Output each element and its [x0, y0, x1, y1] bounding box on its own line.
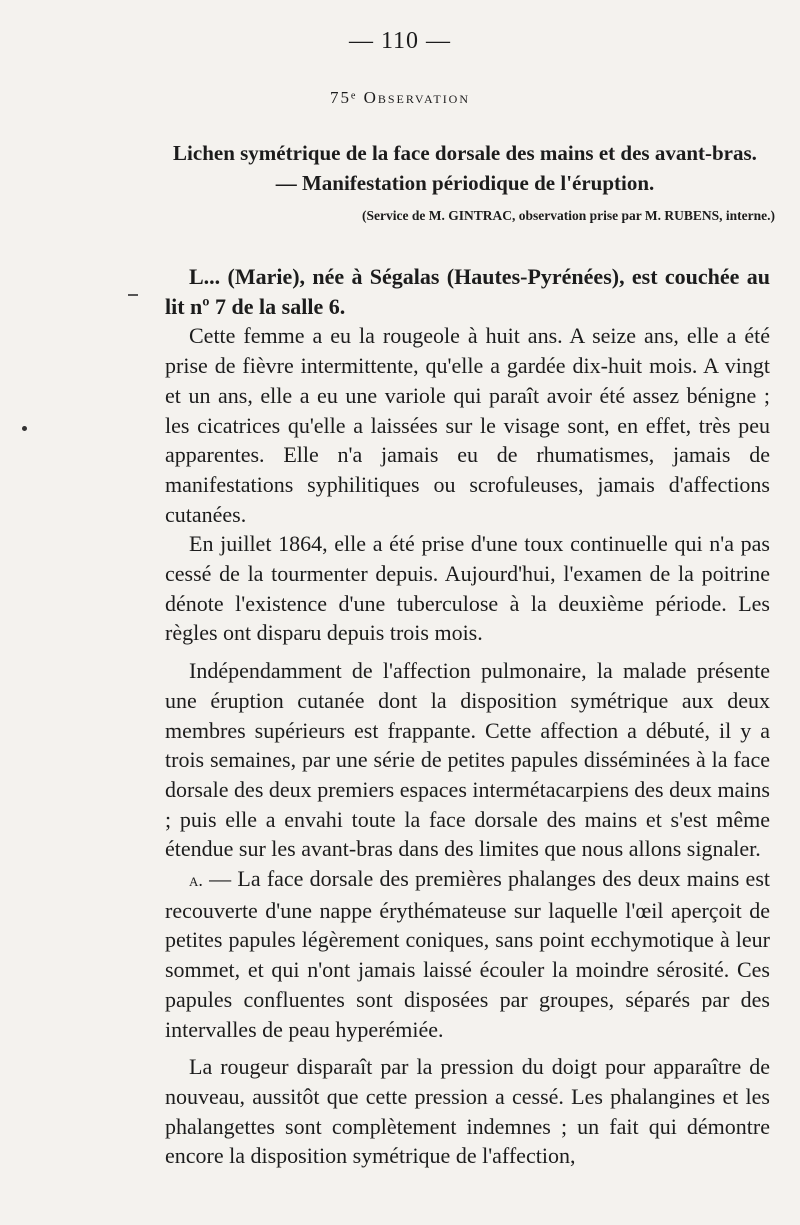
service-note: (Service de M. GINTRAC, observation prise par M. RUBENS, interne.) — [362, 208, 775, 223]
title-line-2: — Manifestation périodique de l'éruption. — [275, 171, 655, 195]
page-number: — 110 — — [348, 28, 452, 54]
observation-heading: 75ᵉ Observation — [329, 88, 471, 107]
paragraph-5 — [165, 864, 770, 1044]
paragraph-3: En juillet 1864, elle a été prise d'une toux continuelle qui n'a pas cessé de la tourmenter depuis. Aujourd'hui, l'examen de la poitrine dénote l'existence d'une tuberculose à la deuxième période. Les règles ont disparu depuis trois mois. — [165, 531, 770, 646]
paragraph-5-text: — La face dorsale des premières phalanges des deux mains est recouverte d'une nappe érythémateuse sur laquelle l'œil aperçoit de petites papules légèrement coniques, sans point ecchymotique à leur sommet, et qui n'ont jamais laissé écouler la moindre sérosité. Ces papules confluentes sont disposées par groupes, séparés par des intervalles de peau hyperémiée. — [165, 866, 771, 1042]
observation-title — [160, 138, 770, 198]
title-line-1: Lichen symétrique de la face dorsale des mains et des avant-bras. — [173, 141, 757, 165]
body-text — [165, 262, 770, 1171]
patient-intro: L... (Marie), née à Ségalas (Hautes-Pyrénées), est couchée au lit nº 7 de la salle 6. — [165, 264, 770, 319]
paragraph-4: Indépendamment de l'affection pulmonaire, la malade présente une éruption cutanée dont la disposition symétrique aux deux membres supérieurs est frappante. Cette affection a débuté, il y a trois semaines, par une série de petites papules disséminées à la face dorsale des deux premiers espaces intermétacarpiens des deux mains ; puis elle a envahi toute la face dorsale des mains et s'est même étendue sur les avant-bras dans des limites que nous allons signaler. — [165, 658, 770, 862]
paragraph-1 — [165, 262, 770, 321]
margin-mark — [128, 294, 138, 296]
margin-dot — [22, 426, 27, 431]
paragraph-6: La rougeur disparaît par la pression du doigt pour apparaître de nouveau, aussitôt que cette pression a cessé. Les phalangines et les phalangettes sont complètement indemnes ; un fait qui démontre encore la disposition symétrique de l'affection, — [165, 1054, 770, 1169]
section-marker: a. — [189, 870, 203, 891]
paragraph-2: Cette femme a eu la rougeole à huit ans. A seize ans, elle a été prise de fièvre intermittente, qu'elle a gardée dix-huit mois. A vingt et un ans, elle a eu une variole qui paraît avoir été assez bénigne ; les cicatrices qu'elle a laissées sur le visage sont, en effet, très peu apparentes. Elle n'a jamais eu de rhumatismes, jamais de manifestations syphilitiques ou scrofuleuses, jamais d'affections cutanées. — [165, 323, 770, 527]
